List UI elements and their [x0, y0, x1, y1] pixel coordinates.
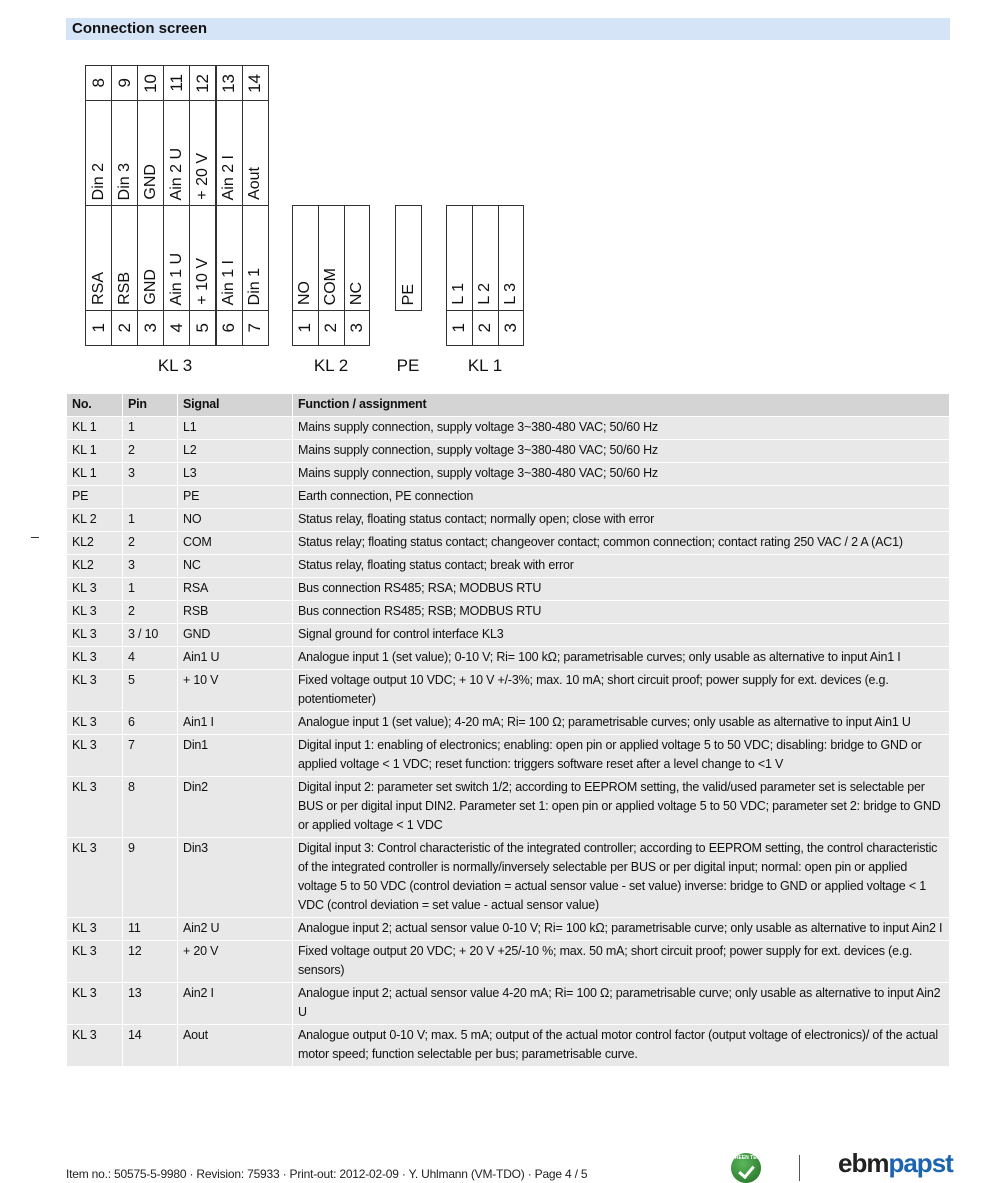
- cell-function: Analogue input 2; actual sensor value 4-20 mA; Ri= 100 Ω; parametrisable curve; only usable as alternative to input Ain2 U: [293, 983, 950, 1025]
- kl3-signal: [111, 205, 138, 311]
- cell-no: KL 3: [67, 712, 123, 735]
- cell-signal: COM: [178, 532, 293, 555]
- cell-no: KL 1: [67, 440, 123, 463]
- cell-signal: Ain2 U: [178, 918, 293, 941]
- table-row: [67, 624, 950, 647]
- kl3-signal: [111, 100, 138, 206]
- kl1-pin-number-text: 2: [475, 323, 495, 333]
- kl3-signal-text: Ain 2 U: [167, 147, 185, 200]
- logo-part-ebm: ebm: [838, 1148, 889, 1178]
- kl3-signal: [85, 100, 112, 206]
- cell-signal: Din3: [178, 838, 293, 918]
- header-no: No.: [67, 394, 123, 417]
- kl3-signal-text: RSB: [115, 272, 133, 305]
- cell-signal: Din1: [178, 735, 293, 777]
- checkmark-icon: [738, 1162, 755, 1179]
- logo-part-papst: papst: [888, 1148, 953, 1178]
- cell-no: KL 3: [67, 1025, 123, 1067]
- kl3-signal-text: + 10 V: [193, 258, 211, 305]
- table-row: [67, 670, 950, 712]
- kl3-signal: [163, 205, 190, 311]
- connection-table: [66, 393, 950, 1067]
- cell-signal: + 20 V: [178, 941, 293, 983]
- table-row: [67, 532, 950, 555]
- kl3-signal-text: Ain 1 U: [167, 252, 185, 305]
- table-row: [67, 1025, 950, 1067]
- cell-signal: GND: [178, 624, 293, 647]
- cell-pin: 6: [123, 712, 178, 735]
- kl3-pin-number: [137, 65, 164, 101]
- cell-signal: Aout: [178, 1025, 293, 1067]
- kl2-signal-text: NO: [296, 281, 314, 305]
- table-row: [67, 463, 950, 486]
- cell-no: KL 3: [67, 918, 123, 941]
- kl3-pin-number: [216, 65, 243, 101]
- cell-no: KL 3: [67, 941, 123, 983]
- cell-function: Signal ground for control interface KL3: [293, 624, 950, 647]
- cell-signal: PE: [178, 486, 293, 509]
- table-row: [67, 735, 950, 777]
- kl3-signal-text: Ain 1 I: [220, 259, 238, 305]
- kl2-signal-text: COM: [322, 267, 340, 305]
- cell-signal: Ain1 U: [178, 647, 293, 670]
- header-function: Function / assignment: [293, 394, 950, 417]
- kl1-signal-text: L 3: [501, 283, 519, 305]
- kl3-signal: [216, 205, 243, 311]
- kl3-signal: [242, 100, 269, 206]
- cell-pin: 13: [123, 983, 178, 1025]
- kl3-pin-number-text: 4: [166, 323, 186, 333]
- kl1-pin-number: [446, 310, 473, 346]
- section-title-bar: [66, 18, 950, 40]
- kl1-pin-number-text: 3: [500, 323, 520, 333]
- cell-no: KL 1: [67, 463, 123, 486]
- kl3-pin-number: [85, 65, 112, 101]
- kl2-pin-number-text: 2: [321, 323, 341, 333]
- cell-pin: 4: [123, 647, 178, 670]
- kl3-pin-number-text: 1: [88, 323, 108, 333]
- cell-function: Status relay, floating status contact; break with error: [293, 555, 950, 578]
- margin-mark: [31, 537, 39, 538]
- kl3-pin-number: [111, 65, 138, 101]
- cell-function: Mains supply connection, supply voltage 3~380-480 VAC; 50/60 Hz: [293, 463, 950, 486]
- kl3-signal-text: Aout: [246, 167, 264, 200]
- kl1-pin-number: [472, 310, 499, 346]
- kl3-pin-number: [242, 65, 269, 101]
- cell-function: Digital input 2: parameter set switch 1/2; according to EEPROM setting, the valid/used parameter set is selectable per BUS or per digital input DIN2. Parameter set 1: open pin or applied voltage 5 to 50 VDC; parameter set 2: bridge to GND or applied voltage < 1 VDC: [293, 777, 950, 838]
- cell-function: Analogue input 1 (set value); 4-20 mA; Ri= 100 Ω; parametrisable curves; only usable as alternative to input Ain1 U: [293, 712, 950, 735]
- kl1-signal: [446, 205, 473, 311]
- pe-label: PE: [396, 356, 420, 375]
- cell-signal: RSB: [178, 601, 293, 624]
- table-row: [67, 509, 950, 532]
- kl3-pin-number-text: 10: [140, 73, 160, 93]
- cell-signal: L2: [178, 440, 293, 463]
- cell-function: Earth connection, PE connection: [293, 486, 950, 509]
- kl1-pin-number: [498, 310, 525, 346]
- kl3-pin-number: [163, 65, 190, 101]
- table-row: [67, 918, 950, 941]
- cell-no: KL 3: [67, 735, 123, 777]
- kl3-pin-number-text: 3: [140, 323, 160, 333]
- kl2-pin-number-text: 1: [295, 323, 315, 333]
- kl1-signal-text: L 1: [450, 283, 468, 305]
- cell-no: KL 3: [67, 983, 123, 1025]
- kl3-signal-text: Din 3: [115, 162, 133, 200]
- kl2-pin-number: [318, 310, 345, 346]
- kl3-label: KL 3: [157, 356, 193, 375]
- cell-pin: 2: [123, 601, 178, 624]
- cell-signal: L3: [178, 463, 293, 486]
- cell-pin: 8: [123, 777, 178, 838]
- cell-no: KL 3: [67, 777, 123, 838]
- table-row: [67, 712, 950, 735]
- cell-pin: 3: [123, 463, 178, 486]
- cell-no: KL 3: [67, 601, 123, 624]
- kl2-signal: [292, 205, 319, 311]
- kl3-pin-number: [242, 310, 269, 346]
- header-signal: Signal: [178, 394, 293, 417]
- pe-signal: [395, 205, 422, 311]
- cell-function: Mains supply connection, supply voltage 3~380-480 VAC; 50/60 Hz: [293, 417, 950, 440]
- kl3-pin-number: [163, 310, 190, 346]
- kl3-signal: [137, 205, 164, 311]
- cell-pin: 3: [123, 555, 178, 578]
- cell-no: KL 3: [67, 578, 123, 601]
- cell-signal: Ain2 I: [178, 983, 293, 1025]
- kl3-signal: [189, 205, 216, 311]
- kl3-pin-number: [189, 65, 216, 101]
- kl3-signal-text: GND: [141, 164, 159, 200]
- ebmpapst-logo: [838, 1148, 953, 1179]
- table-row: [67, 486, 950, 509]
- cell-pin: 1: [123, 578, 178, 601]
- cell-signal: L1: [178, 417, 293, 440]
- cell-no: KL 3: [67, 624, 123, 647]
- kl3-pin-number: [85, 310, 112, 346]
- cell-function: Mains supply connection, supply voltage 3~380-480 VAC; 50/60 Hz: [293, 440, 950, 463]
- cell-no: KL 3: [67, 647, 123, 670]
- cell-pin: 7: [123, 735, 178, 777]
- header-pin: Pin: [123, 394, 178, 417]
- cell-function: Fixed voltage output 10 VDC; + 10 V +/-3%; max. 10 mA; short circuit proof; power supply for ext. devices (e.g. potentiometer): [293, 670, 950, 712]
- table-row: [67, 578, 950, 601]
- kl3-signal-text: Din 2: [89, 162, 107, 200]
- table-header-row: [67, 394, 950, 417]
- kl3-pin-number-text: 2: [114, 323, 134, 333]
- cell-signal: Din2: [178, 777, 293, 838]
- cell-no: KL2: [67, 532, 123, 555]
- cell-signal: RSA: [178, 578, 293, 601]
- kl3-pin-number-text: 6: [219, 323, 239, 333]
- kl2-signal: [318, 205, 345, 311]
- cell-function: Bus connection RS485; RSA; MODBUS RTU: [293, 578, 950, 601]
- cell-function: Analogue input 1 (set value); 0-10 V; Ri= 100 kΩ; parametrisable curves; only usable as alternative to input Ain1 I: [293, 647, 950, 670]
- table-row: [67, 440, 950, 463]
- kl3-signal-text: GND: [141, 269, 159, 305]
- kl3-signal: [189, 100, 216, 206]
- cell-pin: 5: [123, 670, 178, 712]
- kl3-signal: [163, 100, 190, 206]
- kl3-signal-text: + 20 V: [193, 153, 211, 200]
- kl3-signal-text: RSA: [89, 272, 107, 305]
- kl3-pin-number-text: 5: [192, 323, 212, 333]
- cell-signal: Ain1 I: [178, 712, 293, 735]
- table-row: [67, 555, 950, 578]
- cell-no: KL 2: [67, 509, 123, 532]
- cell-function: Analogue input 2; actual sensor value 0-10 V; Ri= 100 kΩ; parametrisable curve; only usable as alternative to input Ain2 I: [293, 918, 950, 941]
- cell-pin: 11: [123, 918, 178, 941]
- kl3-pin-number: [111, 310, 138, 346]
- cell-no: KL 3: [67, 670, 123, 712]
- cell-function: Fixed voltage output 20 VDC; + 20 V +25/-10 %; max. 50 mA; short circuit proof; power supply for ext. devices (e.g. sensors): [293, 941, 950, 983]
- cell-pin: 14: [123, 1025, 178, 1067]
- cell-signal: NC: [178, 555, 293, 578]
- cell-function: Status relay, floating status contact; normally open; close with error: [293, 509, 950, 532]
- kl3-pin-number-text: 7: [245, 323, 265, 333]
- cell-pin: 1: [123, 509, 178, 532]
- kl3-pin-number: [137, 310, 164, 346]
- cell-function: Digital input 3: Control characteristic of the integrated controller; according to EEPROM setting, the control characteristic of the integrated controller is normally/inversely selectable per BUS or per digital input; normal: open pin or applied voltage 5 to 50 VDC (control deviation = actual sensor value - set value) inverse: bridge to GND or applied voltage < 1 VDC (control deviation = set value - actual sensor value): [293, 838, 950, 918]
- kl3-signal-text: Ain 2 I: [220, 154, 238, 200]
- kl3-signal: [216, 100, 243, 206]
- cell-no: KL2: [67, 555, 123, 578]
- kl1-signal-text: L 2: [476, 283, 494, 305]
- table-row: [67, 417, 950, 440]
- kl3-signal: [242, 205, 269, 311]
- kl3-pin-number: [189, 310, 216, 346]
- kl1-pin-number-text: 1: [449, 323, 469, 333]
- pe-signal-text: PE: [399, 283, 417, 305]
- kl3-pin-number-text: 13: [219, 73, 239, 93]
- cell-no: KL 1: [67, 417, 123, 440]
- table-row: [67, 647, 950, 670]
- cell-function: Status relay; floating status contact; changeover contact; common connection; contact rating 250 VAC / 2 A (AC1): [293, 532, 950, 555]
- table-row: [67, 941, 950, 983]
- kl3-pin-number-text: 12: [192, 73, 212, 93]
- cell-pin: 1: [123, 417, 178, 440]
- table-row: [67, 983, 950, 1025]
- cell-pin: 12: [123, 941, 178, 983]
- kl3-pin-number-text: 8: [88, 78, 108, 88]
- cell-signal: + 10 V: [178, 670, 293, 712]
- section-title: Connection screen: [72, 20, 208, 37]
- kl3-signal-text: Din 1: [246, 267, 264, 305]
- cell-pin: 3 / 10: [123, 624, 178, 647]
- kl3-pin-number-text: 9: [114, 78, 134, 88]
- kl2-pin-number: [292, 310, 319, 346]
- cell-no: PE: [67, 486, 123, 509]
- kl3-signal: [85, 205, 112, 311]
- cell-pin: 9: [123, 838, 178, 918]
- kl3-signal: [137, 100, 164, 206]
- kl1-label: KL 1: [467, 356, 503, 375]
- footer-info: Item no.: 50575-5-9980 · Revision: 75933 · Print-out: 2012-02-09 · Y. Uhlmann (VM-TDO) · Page 4 / 5: [66, 1167, 588, 1181]
- green-tech-badge-icon: [731, 1153, 764, 1183]
- kl2-label: KL 2: [313, 356, 349, 375]
- table-row: [67, 601, 950, 624]
- kl1-signal: [498, 205, 525, 311]
- kl2-signal: [344, 205, 371, 311]
- kl3-pin-number-text: 14: [245, 73, 265, 93]
- kl1-signal: [472, 205, 499, 311]
- table-row: [67, 838, 950, 918]
- kl2-pin-number-text: 3: [346, 323, 366, 333]
- cell-pin: [123, 486, 178, 509]
- kl2-signal-text: NC: [347, 281, 365, 305]
- cell-pin: 2: [123, 440, 178, 463]
- badge-text: GREEN TECH: [731, 1155, 764, 1161]
- cell-function: Analogue output 0-10 V; max. 5 mA; output of the actual motor control factor (output voltage of electronics)/ of the actual motor speed; function selectable per bus; parametrisable curve.: [293, 1025, 950, 1067]
- kl3-pin-number: [216, 310, 243, 346]
- cell-function: Bus connection RS485; RSB; MODBUS RTU: [293, 601, 950, 624]
- kl3-pin-number-text: 11: [166, 74, 186, 92]
- cell-no: KL 3: [67, 838, 123, 918]
- table-row: [67, 777, 950, 838]
- cell-signal: NO: [178, 509, 293, 532]
- cell-function: Digital input 1: enabling of electronics; enabling: open pin or applied voltage 5 to 50 VDC; disabling: bridge to GND or applied voltage < 1 VDC; reset function: triggers software reset after a level change to <1 V: [293, 735, 950, 777]
- kl2-pin-number: [344, 310, 371, 346]
- cell-pin: 2: [123, 532, 178, 555]
- footer-divider: [799, 1155, 800, 1181]
